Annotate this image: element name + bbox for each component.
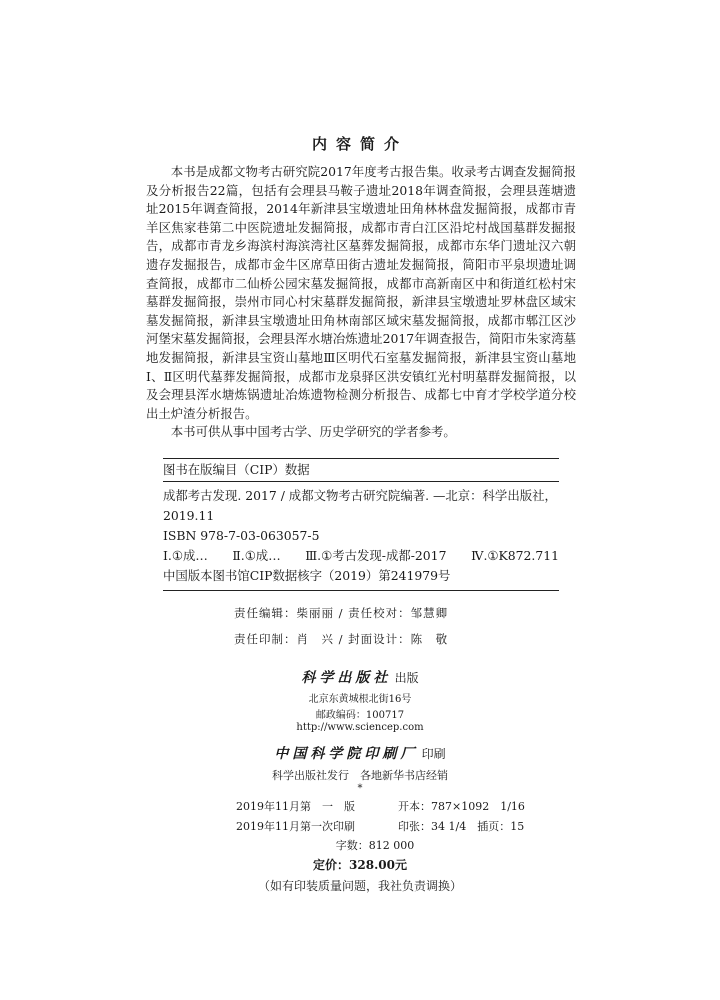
- summary-paragraph-1: 本书是成都文物考古研究院2017年度考古报告集。收录考古调查发掘简报及分析报告22篇，包括有会理县马鞍子遗址2018年调查简报，会理县莲塘遗址2015年调查简报，2014年新津县宝墩遗址田角林林盘发掘简报，成都市青羊区焦家巷第二中医院遗址发掘简报，成都市青白江区沿坨村战国墓群发掘报告，成都市青龙乡海滨村海滨湾社区墓葬发掘简报，成都市东华门遗址汉六朝遗存发掘报告，成都市金牛区席草田街古遗址发掘简报，简阳市平泉坝遗址调查简报，成都市二仙桥公园宋墓发掘简报，成都市高新南区中和街道红松村宋墓群发掘简报，崇州市同心村宋墓群发掘简报，新津县宝墩遗址罗林盘区域宋墓发掘简报，新津县宝墩遗址田角林南部区域宋墓发掘简报，成都市郫江区沙河堡宋墓发掘简报，会理县浑水塘冶炼遗址2017年调查报告，简阳市朱家湾墓地发掘简报，新津县宝资山墓地Ⅲ区明代石室墓发掘简报，新津县宝资山墓地Ⅰ、Ⅱ区明代墓葬发掘简报，成都市龙泉驿区洪安镇红光村明墓群发掘简报，以及会理县浑水塘炼锅遗址冶炼遗物检测分析报告、成都七中育才学校学道分校出土炉渣分析报告。: [146, 164, 576, 421]
- cip-class-3: Ⅲ.①考古发现-成都-2017: [305, 548, 447, 563]
- separator-star: *: [357, 783, 363, 794]
- cip-class-2: Ⅱ.①成…: [232, 548, 281, 563]
- summary-section: [146, 163, 576, 442]
- publisher-line: [0, 667, 720, 687]
- publisher-postcode: 邮政编码：100717: [315, 710, 405, 721]
- publisher-name: 科学出版社: [301, 670, 392, 686]
- quality-notice: （如有印装质量问题，我社负责调换）: [257, 879, 462, 893]
- publisher-website: http://www.sciencep.com: [296, 722, 424, 733]
- format-info: 开本：787×1092 1/16: [398, 800, 525, 813]
- sheets-info: 印张：34 1/4 插页：15: [398, 820, 525, 833]
- printer-line: [0, 743, 720, 763]
- staff-line-2: 责任印制：肖 兴 / 封面设计：陈 敬: [234, 632, 449, 646]
- cip-number: 中国版本图书馆CIP数据核字（2019）第241979号: [163, 568, 451, 583]
- printing-info: 2019年11月第一次印刷: [236, 820, 355, 833]
- cip-isbn: ISBN 978-7-03-063057-5: [163, 528, 320, 543]
- price: 定价：328.00元: [313, 858, 407, 872]
- cip-citation-line-1: 成都考古发现. 2017 / 成都文物考古研究院编著. —北京：科学出版社，: [163, 488, 557, 503]
- summary-paragraph-2: 本书可供从事中国考古学、历史学研究的学者参考。: [170, 424, 456, 440]
- cip-block: [163, 458, 559, 591]
- word-count: 字数：812 000: [335, 839, 415, 852]
- cip-citation-line-2: 2019.11: [163, 508, 215, 523]
- printer-suffix: 印刷: [421, 747, 446, 761]
- cip-header: 图书在版编目（CIP）数据: [163, 462, 310, 477]
- publisher-address: 北京东黄城根北街16号: [308, 694, 412, 705]
- cip-classification: [163, 546, 559, 566]
- cip-class-1: Ⅰ.①成…: [163, 548, 208, 563]
- cip-bottom-rule: [163, 590, 559, 591]
- printer-name: 中国科学院印刷厂: [274, 746, 419, 762]
- cip-body: [163, 482, 559, 586]
- cip-class-4: Ⅳ.①K872.711: [471, 548, 559, 563]
- edition-info: 2019年11月第 一 版: [236, 800, 355, 813]
- publisher-suffix: 出版: [394, 671, 419, 685]
- distribution-line: 科学出版社发行 各地新华书店经销: [272, 769, 448, 782]
- page-title: 内容简介: [311, 135, 408, 153]
- staff-line-1: 责任编辑：柴丽丽 / 责任校对：邹慧卿: [234, 606, 449, 620]
